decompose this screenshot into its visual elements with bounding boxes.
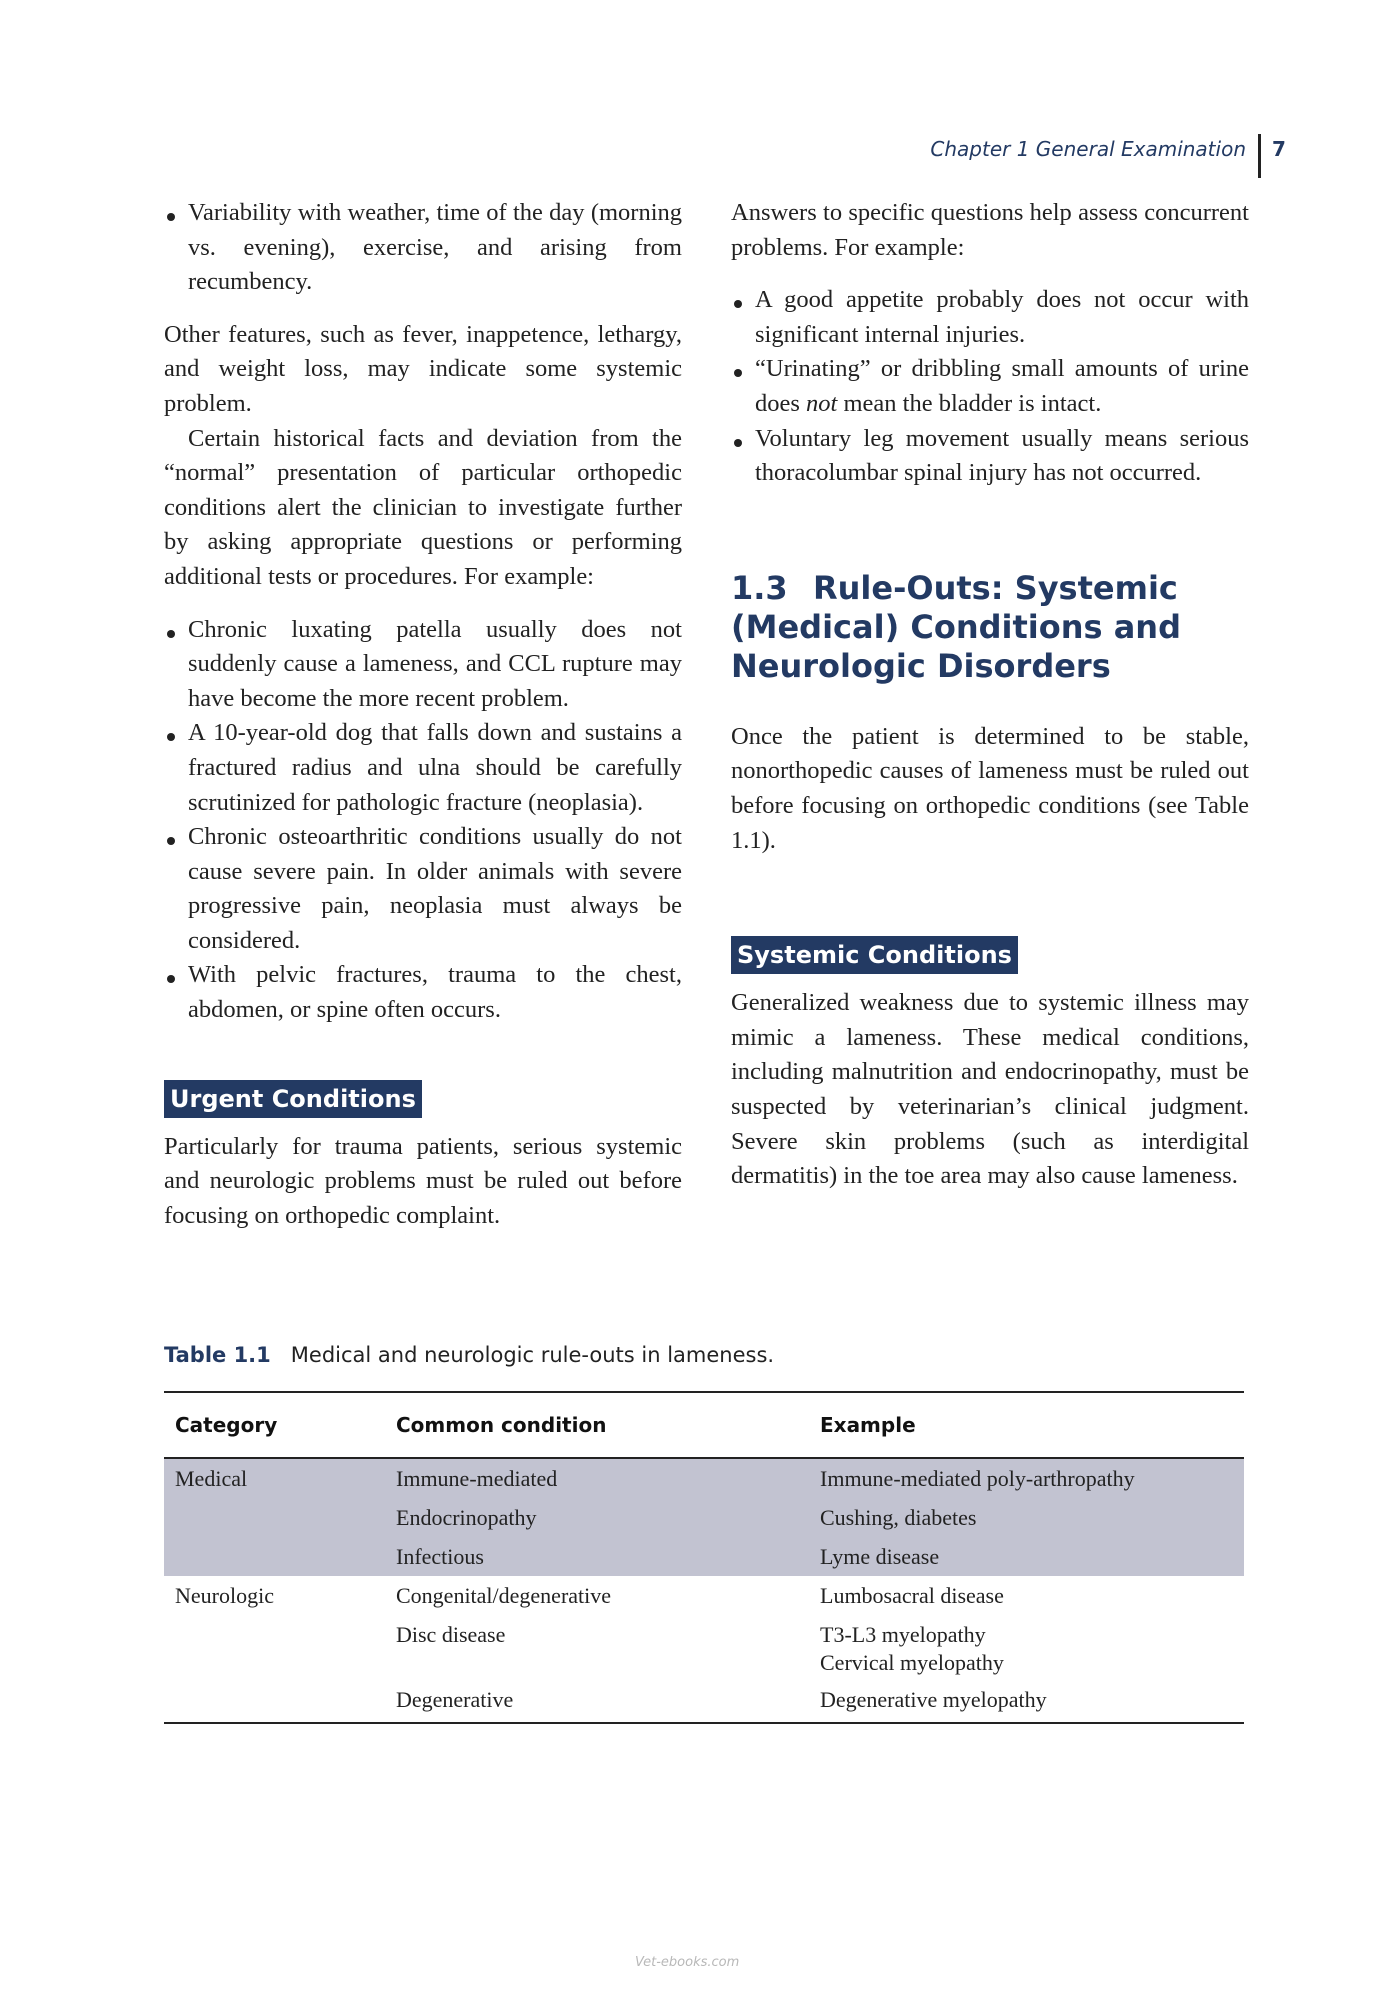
bullet-list — [164, 613, 682, 1028]
column-header: Example — [820, 1413, 916, 1437]
list-item: A good appetite probably does not occur with significant internal injuries. — [731, 283, 1249, 352]
paragraph: Generalized weakness due to systemic illness may mimic a lameness. These medical conditions, including malnutrition and endocrinopathy, must be suspected by veterinarian’s clinical judgment. Severe skin problems (such as interdigital dermatitis) in the toe area may also cause lameness. — [731, 989, 1249, 1190]
list-item: Voluntary leg movement usually means serious thoracolumbar spinal injury has not occurred. — [731, 422, 1249, 491]
table-row: Neurologic Congenital/degenerative Lumbosacral disease — [175, 1583, 1004, 1608]
paragraph: Particularly for trauma patients, serious systemic and neurologic problems must be ruled out before focusing on orthopedic complaint. — [164, 1132, 682, 1229]
table-header — [164, 1393, 1244, 1459]
right-column — [731, 196, 1249, 1194]
table-body — [164, 1459, 1244, 1722]
watermark-logo: Vet-ebooks.com — [635, 1955, 740, 1970]
list-item: “Urinating” or dribbling small amounts of urine does not mean the bladder is intact. — [731, 352, 1249, 421]
left-column — [164, 196, 682, 1233]
table-label: Table 1.1 — [164, 1343, 271, 1367]
table-row: Endocrinopathy Cushing, diabetes — [164, 1498, 1244, 1537]
paragraph: Answers to specific questions help assess concurrent problems. For example: — [731, 199, 1249, 261]
bullet-list-top — [164, 196, 682, 300]
table-caption — [164, 1343, 774, 1367]
table-row: Degenerative Degenerative myelopathy — [396, 1687, 1047, 1712]
list-item: Chronic luxating patella usually does not suddenly cause a lameness, and CCL rupture may have become the more recent problem. — [164, 613, 682, 717]
list-item: With pelvic fractures, trauma to the chest, abdomen, or spine often occurs. — [164, 958, 682, 1027]
list-item: Chronic osteoarthritic conditions usually do not cause severe pain. In older animals with severe progressive pain, neoplasia must always be considered. — [164, 820, 682, 958]
table-caption-text: Medical and neurologic rule-outs in lameness. — [290, 1343, 775, 1367]
bullet-list — [731, 283, 1249, 491]
paragraph: Other features, such as fever, inappetence, lethargy, and weight loss, may indicate some systemic problem. — [164, 320, 682, 417]
table — [164, 1391, 1244, 1724]
section-title: Rule-Outs: Systemic (Medical) Conditions and Neurologic Disorders — [731, 568, 1181, 685]
list-item: Variability with weather, time of the day (morning vs. evening), exercise, and arising from recumbency. — [164, 196, 682, 300]
table-row: Infectious Lyme disease — [164, 1537, 1244, 1576]
column-header: Common condition — [396, 1413, 607, 1437]
running-header — [0, 134, 1400, 178]
paragraph: Certain historical facts and deviation from the “normal” presentation of particular orthopedic conditions alert the clinician to investigate further by asking appropriate questions or performing additional tests or procedures. For example: — [164, 424, 682, 590]
urgent-conditions-heading: Urgent Conditions — [164, 1080, 422, 1118]
paragraph: Once the patient is determined to be stable, nonorthopedic causes of lameness must be ruled out before focusing on orthopedic conditions (see Table 1.1). — [731, 722, 1249, 854]
table-row: Medical Immune-mediated Immune-mediated poly-arthropathy — [164, 1459, 1244, 1498]
section-number: 1.3 — [731, 568, 788, 607]
section-heading — [731, 569, 1249, 686]
page-number: 7 — [1272, 137, 1286, 161]
table-row: Disc disease T3-L3 myelopathy Cervical myelopathy — [396, 1622, 1004, 1675]
chapter-title: Chapter 1 General Examination — [930, 137, 1246, 161]
column-header: Category — [175, 1413, 278, 1437]
list-item: A 10-year-old dog that falls down and sustains a fractured radius and ulna should be carefully scrutinized for pathologic fracture (neoplasia). — [164, 716, 682, 820]
systemic-conditions-heading: Systemic Conditions — [731, 936, 1018, 974]
header-divider — [1258, 134, 1261, 178]
